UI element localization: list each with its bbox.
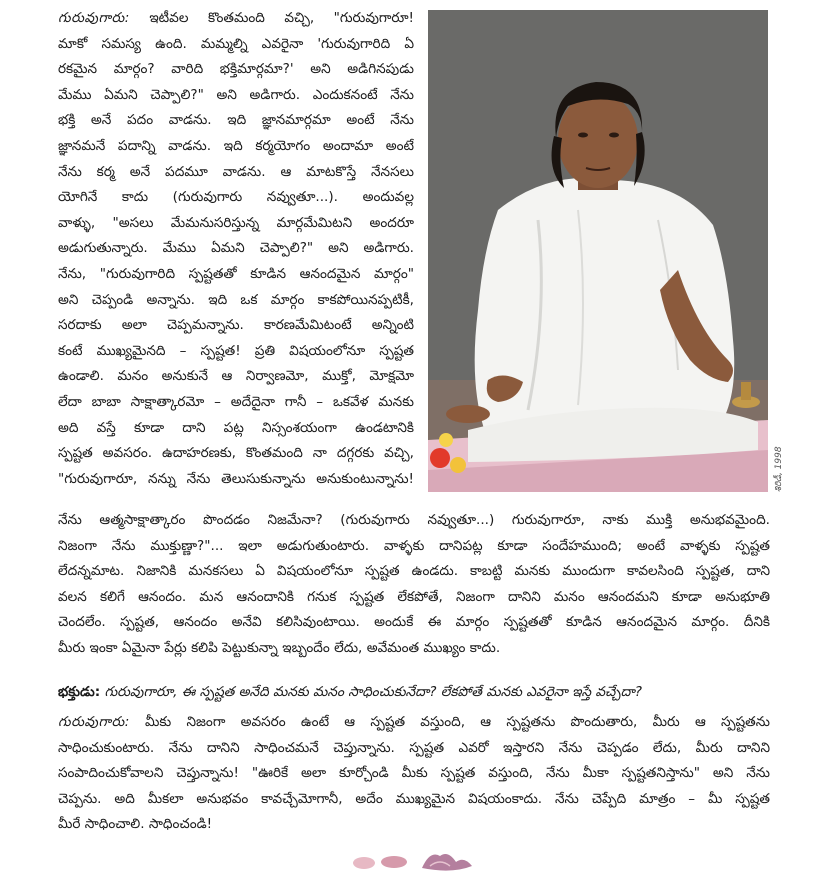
answer-line: సాధించుకుంటారు. నేను దానిని సాధించమనే చెప్తున్నాను. స్పష్టత ఎవరో ఇస్తారని నేను చెప్పడం లేదు, మీరు దానిని: [58, 739, 770, 756]
devotee-question-text: గురువుగారూ, ఈ స్పష్టత అనేది మనకు మనం సాధించుకునేదా? లేకపోతే మనకు ఎవరైనా ఇస్తే వచ్చేదా?: [100, 684, 642, 700]
speaker-guru: గురువుగారు:: [58, 10, 130, 26]
answer-line: గురువుగారు: మీకు నిజంగా అవసరం ఉంటే ఆ స్పష్టత వస్తుంది, ఆ స్పష్టతను పొందుతారు, మీరు ఆ స్పష్టతను: [58, 714, 770, 730]
full-line: వలన కలిగే ఆనందం. మన ఆనందానికి గనుక స్పష్టత లేకపోతే, నిజంగా దానిని మనం ఆనందమని కూడా అనుభూతి: [58, 588, 770, 605]
speaker-guru: గురువుగారు:: [58, 714, 130, 730]
intro-line: భక్తి అనే పదం వాడను. ఇది జ్ఞానమార్గమా అంటే నేను: [58, 112, 414, 129]
answer-line: చెప్పను. అది మీకలా అనుభవం కావచ్చేమోగానీ, అదేం ముఖ్యమైన విషయంకాదు. నేను చెప్పేది మాత్రం – మీ స్పష్టత: [58, 790, 770, 807]
intro-continuation: [58, 508, 770, 662]
intro-line: మాకో సమస్య ఉంది. మమ్మల్ని ఎవరైనా 'గురువుగారిది ఏ: [58, 35, 414, 52]
photo-caption: శిరిడీ, 1998: [774, 446, 784, 492]
full-line: మీరు ఇంకా ఏమైనా పేర్లు కలిపి పెట్టుకున్నా ఇబ్బందేం లేదు, అవేమంత ముఖ్యం కాదు.: [58, 639, 501, 656]
intro-line: యోగినే కాదు (గురువుగారు నవ్వుతూ...). అందువల్ల: [58, 189, 414, 206]
intro-line: జ్ఞానమనే పదాన్ని వాడను. ఇది కర్మయోగం అందామా అంటే: [58, 137, 414, 154]
intro-paragraph: [58, 6, 414, 492]
intro-line: లేదా బాబా సాక్షాత్కారమో – అదేదైనా గానీ – ఒకవేళ మనకు: [58, 393, 414, 410]
intro-line: అడుగుతున్నారు. మేము ఏమని చెప్పాలి?" అని అడిగారు.: [58, 240, 414, 257]
intro-line: వాళ్ళు, "అసలు మేమనుసరిస్తున్న మార్గమేమిటని అందరూ: [58, 214, 414, 231]
answer-line: మీరే సాధించాలి. సాధించండి!: [58, 816, 213, 833]
full-line: నేను ఆత్మసాక్షాత్కారం పొందడం నిజమేనా? (గురువుగారు నవ్వుతూ...) గురువుగారూ, నాకు ముక్తి అనుభవమైంది.: [58, 512, 770, 528]
answer-paragraph: [58, 710, 770, 838]
intro-line: గురువుగారు: ఇటీవల కొంతమంది వచ్చి, "గురువుగారూ!: [58, 10, 414, 26]
lotus-ornament-icon: [352, 848, 476, 874]
intro-line: మేము ఏమని చెప్పాలి?" అని అడిగారు. ఎందుకనంటే నేను: [58, 86, 414, 103]
intro-line: నేను కర్మ అనే పదమూ వాడను. ఆ మాటకొస్తే నేనసలు: [58, 163, 414, 180]
speaker-devotee: భక్తుడు:: [58, 684, 101, 700]
intro-line: రకమైన మార్గం? వారిది భక్తిమార్గమా?' అని అడిగినపుడు: [58, 61, 414, 78]
intro-line: "గురువుగారూ, నన్ను నేను తెలుసుకున్నాను అనుకుంటున్నాను!: [58, 470, 414, 487]
intro-line: స్పష్టత అవసరం. ఉదాహరణకు, కొంతమంది నా దగ్గరకు వచ్చి,: [58, 445, 414, 462]
intro-line: అది వస్తే కూడా దాని పట్ల నిస్సంశయంగా ఉండటానికి: [58, 419, 414, 436]
intro-line: నేను, "గురువుగారిది స్పష్టతతో కూడిన ఆనందమైన మార్గం": [58, 265, 414, 282]
devotee-question: [58, 680, 770, 706]
intro-line: కంటే ముఖ్యమైనది – స్పష్టత! ప్రతి విషయంలోనూ స్పష్టత: [58, 342, 414, 359]
intro-line: సరదాకు అలా చెప్పమన్నాను. కారణమేమిటంటే అన్నింటి: [58, 317, 414, 334]
full-line: లేదన్నమాట. నిజానికి మనకసలు ఏ విషయంలోనూ స్పష్టత ఉండదు. కాబట్టి మనకు ముందుగా కావలసింది స్పష్టత, దాని: [58, 563, 770, 580]
full-line: చెందలేం. స్పష్టత, ఆనందం అనేవి కలిసివుంటాయి. అందుకే ఈ మార్గం స్పష్టతతో కూడిన ఆనందమైన మార్గం. దీనికి: [58, 614, 770, 631]
full-line: నిజంగా నేను ముక్తుణ్ణా?"... ఇలా అడుగుతుంటారు. వాళ్ళకు దానిపట్ల కూడా సందేహముంది; అంటే వాళ్ళకు స్పష్టత: [58, 537, 770, 554]
intro-line: ఉండాలి. మనం అనుకునే ఆ నిర్వాణమో, ముక్తో, మోక్షమో: [58, 368, 414, 385]
guru-photo-drawing: [428, 10, 768, 492]
answer-line: సంపాదించుకోవాలని చెప్తున్నాను! "ఊరికే అలా కూర్చోండి మీకు స్పష్టత వస్తుంది, నేను మీకా స్పష్టతనిస్తాను" అని నేను: [58, 765, 770, 782]
intro-line: అని చెప్పండి అన్నాను. ఇది ఒక మార్గం కాకపోయినప్పటికీ,: [58, 291, 414, 308]
guru-photo: [428, 10, 768, 492]
